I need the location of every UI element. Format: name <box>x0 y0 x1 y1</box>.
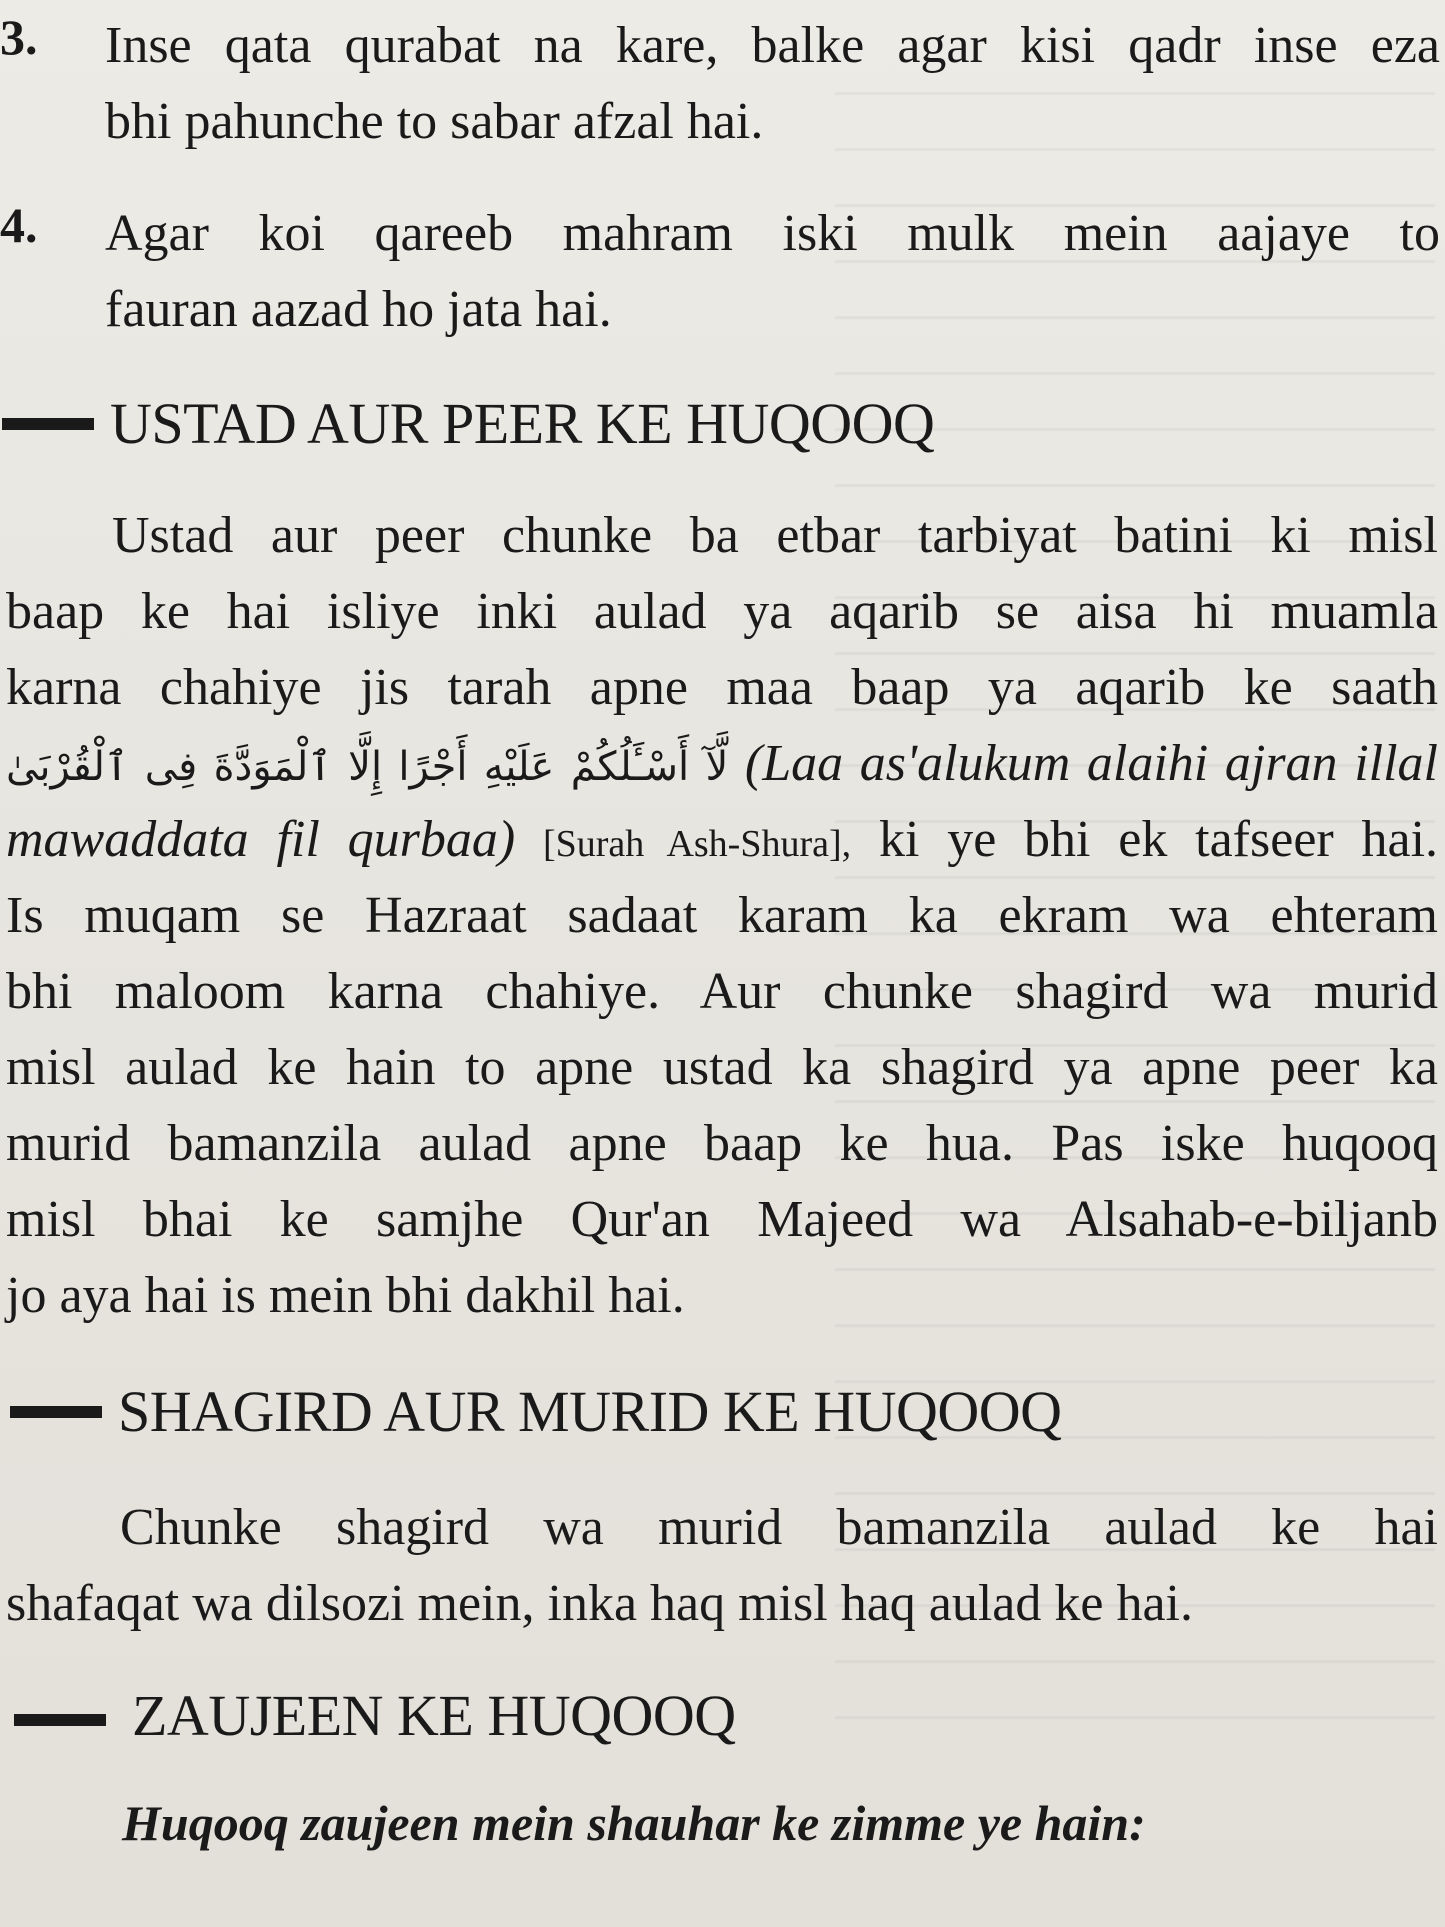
text-line: Agar koi qareeb mahram iski mulk mein aajaye to <box>105 205 1440 262</box>
section-heading-shagird <box>0 1372 1445 1452</box>
text-line: baap ke hai isliye inki aulad ya aqarib se aisa hi muamla <box>6 583 1438 640</box>
text-line: karna chahiye jis tarah apne maa baap ya aqarib ke saath <box>6 659 1438 716</box>
section-heading-zaujeen <box>0 1676 1445 1756</box>
heading-text: USTAD AUR PEER KE HUQOOQ <box>110 391 935 456</box>
text-line: Inse qata qurabat na kare, balke agar kisi qadr inse eza <box>105 17 1440 74</box>
text-line: Chunke shagird wa murid bamanzila aulad ke hai <box>120 1499 1438 1556</box>
heading-text: ZAUJEEN KE HUQOOQ <box>132 1683 736 1748</box>
section-paragraph-ustad <box>6 498 1438 1334</box>
text-line: Is muqam se Hazraat sadaat karam ka ekram wa ehteram <box>6 887 1438 944</box>
arabic-verse: لَّآ أَسْـَٔلُكُمْ عَلَيْهِ أَجْرًا إِلَّا ٱلْمَوَدَّةَ فِى ٱلْقُرْبَىٰ <box>6 744 729 790</box>
heading-rule <box>14 1714 106 1726</box>
heading-text: SHAGIRD AUR MURID KE HUQOOQ <box>118 1379 1062 1444</box>
text-line: bhi maloom karna chahiye. Aur chunke shagird wa murid <box>6 963 1438 1020</box>
section-subtitle: Huqooq zaujeen mein shauhar ke zimme ye hain: <box>122 1795 1146 1851</box>
text-line: bhi pahunche to sabar afzal hai. <box>105 93 764 150</box>
surah-reference: [Surah Ash-Shura], <box>542 823 852 865</box>
heading-rule <box>2 418 94 430</box>
text-line: murid bamanzila aulad apne baap ke hua. Pas iske huqooq <box>6 1115 1438 1172</box>
text-run: ki ye bhi ek tafseer hai. <box>878 811 1439 868</box>
text-line: jo aya hai is mein bhi dakhil hai. <box>6 1267 685 1324</box>
list-text <box>105 8 1440 160</box>
text-line: misl bhai ke samjhe Qur'an Majeed wa Alsahab-e-biljanb <box>6 1191 1438 1248</box>
text-line-arabic <box>6 726 1438 802</box>
list-text <box>105 196 1440 348</box>
section-heading-ustad <box>0 384 1445 464</box>
transliteration: (Laa as'alukum alaihi ajran illal <box>744 735 1438 792</box>
text-line: misl aulad ke hain to apne ustad ka shagird ya apne peer ka <box>6 1039 1438 1096</box>
list-number: 3. <box>0 9 38 65</box>
text-line: shafaqat wa dilsozi mein, inka haq misl haq aulad ke hai. <box>6 1575 1193 1632</box>
heading-rule <box>10 1406 102 1418</box>
section-paragraph-shagird <box>6 1490 1438 1642</box>
list-number: 4. <box>0 197 38 253</box>
transliteration: mawaddata fil qurbaa) <box>6 811 516 868</box>
text-line: Ustad aur peer chunke ba etbar tarbiyat batini ki misl <box>112 507 1438 564</box>
text-line <box>6 802 1438 878</box>
text-line: fauran aazad ho jata hai. <box>105 281 612 338</box>
